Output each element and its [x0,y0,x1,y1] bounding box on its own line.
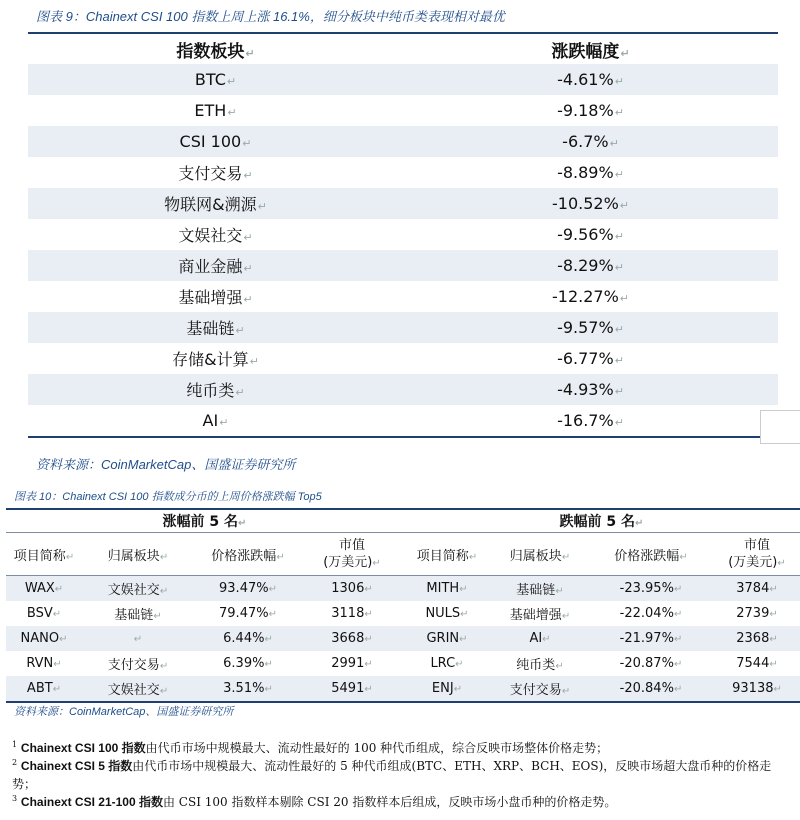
col-change-cell: -20.84%↵ [619,681,683,696]
sector-change: -9.56%↵ [557,225,624,244]
col-project-header: 项目简称↵ [416,548,478,564]
table1-source: 资料来源：CoinMarketCap、国盛证券研究所 [36,457,296,472]
table-row [28,126,778,157]
table-row [28,312,778,343]
group-losers: 跌幅前 5 名↵ [559,514,644,530]
sector-change: -8.29%↵ [557,256,624,275]
sector-change: -6.77%↵ [557,349,624,368]
table-row [28,95,778,126]
col-mktcap-cell: 2739↵ [736,605,778,621]
table-row [28,157,778,188]
sector-change: -12.27%↵ [552,287,629,306]
table-body [6,576,800,701]
col-change-cell: -20.87%↵ [619,656,683,671]
table-row [28,281,778,312]
col-project-cell: ENJ↵ [431,681,463,696]
col-project-cell: NULS↵ [425,606,469,621]
col-sector-header: 归属板块↵ [509,548,571,564]
col-change-cell: 3.51%↵ [223,681,273,696]
table-row [28,64,778,95]
col-sector-cell: AI↵ [529,631,551,646]
col-project-cell: NANO↵ [20,631,68,646]
top5-table [6,508,800,703]
col-sector-cell: 文娱社交↵ [107,683,169,698]
table-row [28,250,778,281]
footnote-2: $^2$ Chainext CSI 5 指数由代币市场中规模最大、流动性最好的 5 种代币组成(BTC、ETH、XRP、BCH、EOS)，反映市场超大盘币种的价格走势； [12,758,772,791]
sector-name: 纯币类↵ [186,381,245,400]
table-header-row [28,34,778,64]
sector-name: 基础增强↵ [178,288,253,307]
col-project-cell: WAX↵ [24,581,64,596]
col-project-cell: GRIN↵ [426,631,468,646]
col-sector-cell: ↵ [133,634,143,645]
col-sector-cell: 支付交易↵ [107,658,169,673]
table-row [6,651,800,676]
column-header-row [6,533,800,575]
sector-name: 基础链↵ [186,319,245,338]
sector-name: ETH↵ [194,101,237,120]
sector-change: -8.89%↵ [557,163,624,182]
sector-change: -10.52%↵ [552,194,629,213]
col-change-cell: 6.39%↵ [223,656,273,671]
col-mktcap-cell: 2991↵ [331,655,373,671]
sector-change: -6.7%↵ [562,132,619,151]
col-mktcap-cell: 5491↵ [331,680,373,696]
sector-name: CSI 100↵ [179,132,252,151]
table-row [6,626,800,651]
col-change-cell: 6.44%↵ [223,631,273,646]
table-row [6,601,800,626]
table-bottom-rule [28,436,778,438]
table-row [6,576,800,601]
sector-name: AI↵ [202,411,229,430]
table2-source: 资料来源：CoinMarketCap、国盛证券研究所 [14,706,234,718]
sector-change: -4.93%↵ [557,380,624,399]
sector-name: 文娱社交↵ [178,226,253,245]
sector-change: -9.57%↵ [557,318,624,337]
sector-name: 商业金融↵ [178,257,253,276]
col-sector-cell: 基础增强↵ [509,608,571,623]
col-sector-cell: 纯币类↵ [516,658,564,673]
col-project-cell: MITH↵ [426,581,468,596]
col-sector-cell: 支付交易↵ [509,683,571,698]
table-row [28,219,778,250]
col-project-cell: LRC↵ [430,656,464,671]
sector-name: 支付交易↵ [178,164,253,183]
col-sector-header: 归属板块↵ [107,548,169,564]
col-change-header: 价格涨跌幅↵ [614,548,688,564]
table1-caption: 图表 9：Chainext CSI 100 指数上周上涨 16.1%，细分板块中纯币类表现相对最优 [36,9,505,24]
col-project-cell: BSV↵ [26,606,62,621]
sector-change: -4.61%↵ [557,70,624,89]
table-row [28,343,778,374]
col-mktcap-header: 市值 (万美元)↵ [728,537,786,570]
sector-name: BTC↵ [194,70,237,89]
col-project-cell: ABT↵ [26,681,62,696]
col-mktcap-cell: 1306↵ [331,580,373,596]
sector-change: -9.18%↵ [557,101,624,120]
col-mktcap-header: 市值 (万美元)↵ [323,537,381,570]
table-row [6,676,800,701]
col-change-cell: 93.47%↵ [219,581,277,596]
table2-caption: 图表 10：Chainext CSI 100 指数成分币的上周价格涨跌幅 Top5 [14,491,322,503]
col-change-cell: -23.95%↵ [619,581,683,596]
col-change-cell: 79.47%↵ [219,606,277,621]
sector-name: 存储&计算↵ [172,350,259,369]
footnote-3: $^3$ Chainext CSI 21-100 指数由 CSI 100 指数样本剔除 CSI 20 指数样本后组成，反映市场小盘币种的价格走势。 [12,794,617,809]
corner-box [760,410,800,444]
group-gainers: 涨幅前 5 名↵ [162,514,247,530]
col-mktcap-cell: 93138↵ [732,680,782,696]
col-mktcap-cell: 3118↵ [331,605,373,621]
col-mktcap-cell: 7544↵ [736,655,778,671]
col-sector-cell: 文娱社交↵ [107,583,169,598]
sector-change: -16.7%↵ [557,411,624,430]
col-sector-cell: 基础链↵ [516,583,564,598]
col-mktcap-cell: 2368↵ [736,630,778,646]
col-project-cell: RVN↵ [26,656,62,671]
col-sector-cell: 基础链↵ [114,608,162,623]
sector-change-table [28,32,778,438]
col-mktcap-cell: 3784↵ [736,580,778,596]
col-change-header: 价格涨跌幅↵ [211,548,285,564]
footnote-1: $^1$ Chainext CSI 100 指数由代币市场中规模最大、流动性最好的 100 种代币组成，综合反映市场整体价格走势； [12,740,609,755]
table-row [28,405,778,436]
col-change-cell: -22.04%↵ [619,606,683,621]
col-mktcap-cell: 3668↵ [331,630,373,646]
col-change-cell: -21.97%↵ [619,631,683,646]
header-change: 涨跌幅度↵ [551,41,630,62]
table-row [28,374,778,405]
group-header-row [6,510,800,532]
table-row [28,188,778,219]
header-sector: 指数板块↵ [176,41,255,62]
table-body [28,64,778,436]
sector-name: 物联网&溯源↵ [164,195,267,214]
col-project-header: 项目简称↵ [13,548,75,564]
